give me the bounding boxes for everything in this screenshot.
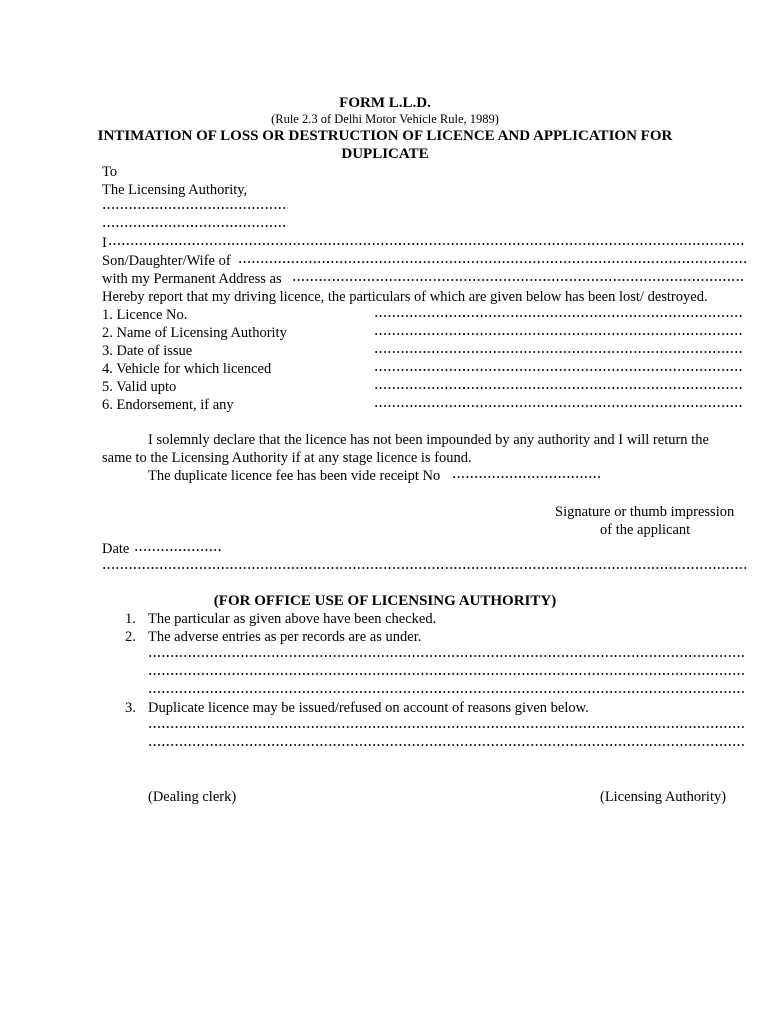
authority-address-line-2[interactable] [102,218,288,228]
date-field[interactable] [134,542,222,552]
licensing-authority-label: The Licensing Authority, [102,182,248,198]
rule-reference: (Rule 2.3 of Delhi Motor Vehicle Rule, 1989) [271,112,499,126]
declaration-line-2: same to the Licensing Authority if at any stage licence is found. [102,450,472,466]
form-title: FORM L.L.D. [339,95,431,111]
particular-field[interactable] [374,398,742,408]
relation-field[interactable] [238,254,748,264]
reasons-line-2[interactable] [148,737,746,747]
particular-row-licensing-authority [102,324,742,342]
particular-label: 6. Endorsement, if any [102,397,234,413]
date-label: Date [102,541,130,557]
form-heading-line-2: DUPLICATE [341,146,429,162]
particular-field[interactable] [374,326,742,336]
particular-row-date-of-issue [102,342,742,360]
particular-row-endorsement [102,396,742,414]
particular-row-vehicle [102,360,742,378]
office-item-duplicate-decision: Duplicate licence may be issued/refused on account of reasons given below. [148,700,589,716]
particular-row-licence-no [102,306,742,324]
particular-label: 1. Licence No. [102,307,188,323]
declaration-line-1: I solemnly declare that the licence has not been impounded by any authority and I will return the [148,432,709,448]
office-use-heading: (FOR OFFICE USE OF LICENSING AUTHORITY) [213,593,557,609]
applicant-name-label: I [102,235,107,251]
adverse-entries-line-2[interactable] [148,666,746,676]
dealing-clerk-label: (Dealing clerk) [148,789,237,805]
office-item-checked: The particular as given above have been checked. [148,611,437,627]
signature-label-line-2: of the applicant [600,522,691,538]
office-item-number: 2. [125,629,136,645]
authority-address-line-1[interactable] [102,200,288,210]
particular-label: 4. Vehicle for which licenced [102,361,272,377]
receipt-number-field[interactable] [452,469,602,479]
particular-label: 5. Valid upto [102,379,177,395]
licensing-authority-signature-label: (Licensing Authority) [600,789,727,805]
particular-field[interactable] [374,380,742,390]
office-item-adverse-entries: The adverse entries as per records are as under. [148,629,422,645]
permanent-address-field[interactable] [292,272,744,282]
particular-row-valid-upto [102,378,742,396]
particular-field[interactable] [374,344,742,354]
report-statement: Hereby report that my driving licence, the particulars of which are given below has been lost/ destroyed. [102,289,708,305]
adverse-entries-line-1[interactable] [148,648,746,658]
signature-label-line-1: Signature or thumb impression [555,504,735,520]
applicant-name-field[interactable] [108,236,746,246]
to-label: To [102,164,118,180]
adverse-entries-line-3[interactable] [148,684,746,694]
separator-dotted-line [102,560,747,570]
particular-field[interactable] [374,362,742,372]
permanent-address-label: with my Permanent Address as [102,271,282,287]
relation-label: Son/Daughter/Wife of [102,253,231,269]
particular-label: 2. Name of Licensing Authority [102,325,287,341]
particular-field[interactable] [374,308,742,318]
particular-label: 3. Date of issue [102,343,193,359]
reasons-line-1[interactable] [148,719,746,729]
office-item-number: 3. [125,700,136,716]
office-item-number: 1. [125,611,136,627]
fee-receipt-label: The duplicate licence fee has been vide receipt No [148,468,441,484]
form-heading-line-1: INTIMATION OF LOSS OR DESTRUCTION OF LICENCE AND APPLICATION FOR [97,128,673,144]
